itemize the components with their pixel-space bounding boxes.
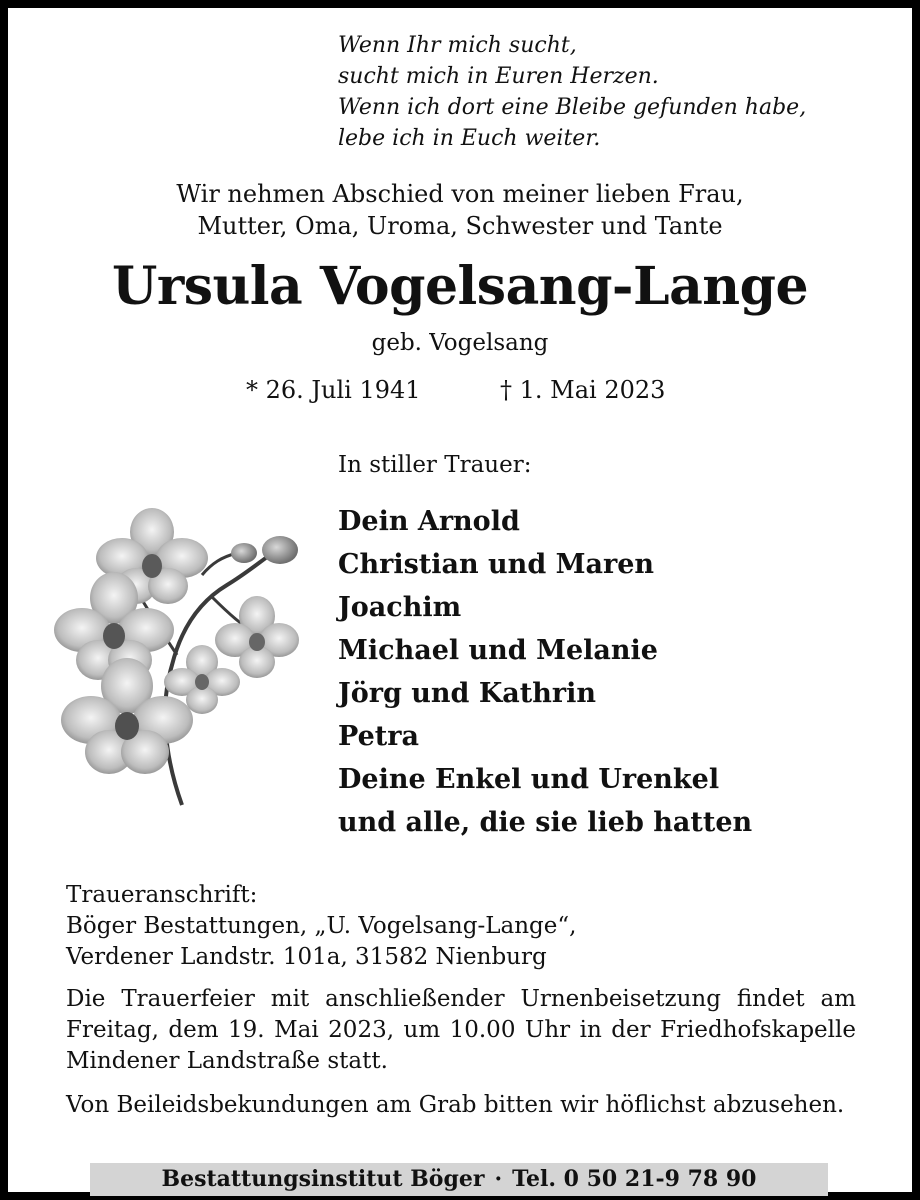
poem [338,30,806,154]
poem-line: lebe ich in Euch weiter. [338,126,601,151]
address-label: Traueranschrift: [66,882,258,908]
birth-name: geb. Vogelsang [371,330,549,356]
poem-line: Wenn ich dort eine Bleibe gefunden habe, [338,95,807,120]
address-line: Verdener Landstr. 101a, 31582 Nienburg [66,944,547,970]
footer-separator: · [494,1166,503,1192]
poem-line: Wenn Ihr mich sucht, [338,33,577,58]
condolence-notice: Von Beileidsbekundungen am Grab bitten wir höflichst abzusehen. [66,1092,845,1118]
intro-line: Wir nehmen Abschied von meiner lieben Frau, [176,180,744,208]
mourner-item: Christian und Maren [338,549,655,580]
ceremony-notice: Die Trauerfeier mit anschließender Urnenbeisetzung findet am Freitag, dem 19. Mai 2023, um 10.00 Uhr in der Friedhofskapelle Mindener Landstraße statt. [66,986,856,1074]
mourner-item: Petra [338,721,419,752]
funeral-home-name: Bestattungsinstitut Böger [161,1166,485,1192]
mourners-list [338,500,752,844]
orchid-icon [52,505,312,815]
funeral-home-footer [90,1163,828,1196]
mourner-item: Joachim [338,592,462,623]
funeral-home-phone: Tel. 0 50 21-9 78 90 [512,1166,757,1192]
birth-date: * 26. Juli 1941 [246,376,421,404]
mourning-label: In stiller Trauer: [338,452,532,478]
mourner-item: Dein Arnold [338,506,520,537]
mourner-item: Michael und Melanie [338,635,658,666]
intro-line: Mutter, Oma, Uroma, Schwester und Tante [197,212,723,240]
funeral-address [66,880,576,973]
death-date: † 1. Mai 2023 [500,376,666,404]
address-line: Böger Bestattungen, „U. Vogelsang-Lange“, [66,913,577,939]
mourner-item: und alle, die sie lieb hatten [338,807,753,838]
poem-line: sucht mich in Euren Herzen. [338,64,659,89]
deceased-name: Ursula Vogelsang-Lange [111,256,809,317]
mourner-item: Jörg und Kathrin [338,678,597,709]
intro-text [0,178,920,242]
mourner-item: Deine Enkel und Urenkel [338,764,720,795]
